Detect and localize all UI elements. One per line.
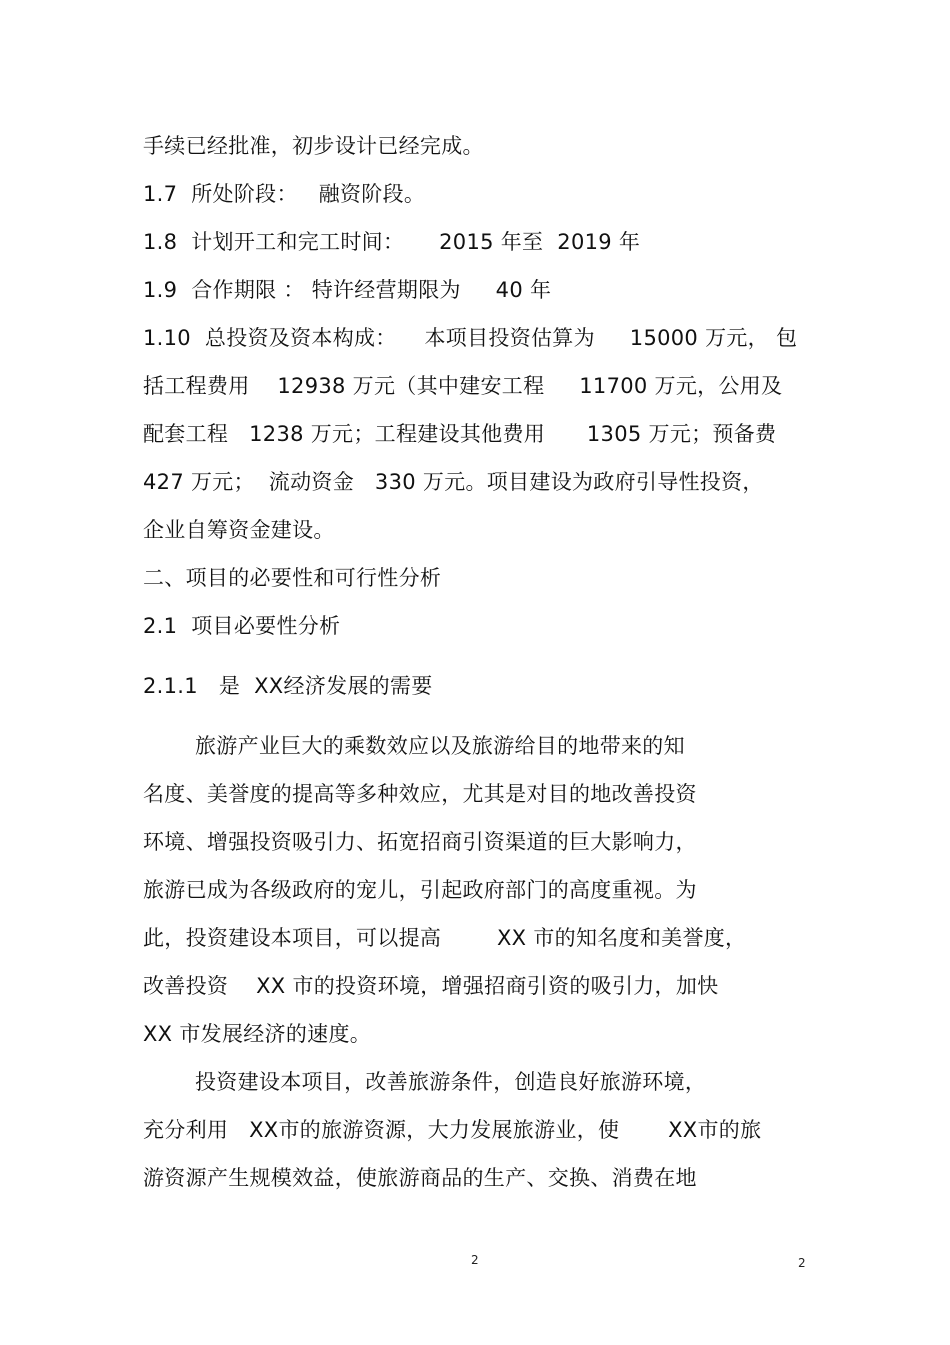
paragraph-line: 此，投资建设本项目，可以提高 XX 市的知名度和美誉度， xyxy=(143,926,747,950)
heading-2-1: 2.1 项目必要性分析 xyxy=(143,614,341,638)
paragraph-line: 旅游已成为各级政府的宠儿，引起政府部门的高度重视。为 xyxy=(143,878,697,902)
section-1-10: 1.10 总投资及资本构成： 本项目投资估算为 15000 万元， 包 xyxy=(143,326,798,350)
heading-chapter-2: 二、项目的必要性和可行性分析 xyxy=(143,566,442,590)
paragraph-line: 游资源产生规模效益，使旅游商品的生产、交换、消费在地 xyxy=(143,1166,697,1190)
paragraph-line: 投资建设本项目，改善旅游条件，创造良好旅游环境， xyxy=(195,1070,707,1094)
text-line: 427 万元； 流动资金 330 万元。项目建设为政府引导性投资， xyxy=(143,470,764,494)
text-line: 配套工程 1238 万元；工程建设其他费用 1305 万元；预备费 xyxy=(143,422,777,446)
paragraph-line: 旅游产业巨大的乘数效应以及旅游给目的地带来的知 xyxy=(195,734,685,758)
heading-2-1-1: 2.1.1 是 XX经济发展的需要 xyxy=(143,674,433,698)
section-1-9: 1.9 合作期限 ： 特许经营期限为 40 年 xyxy=(143,278,552,302)
paragraph-line: 环境、增强投资吸引力、拓宽招商引资渠道的巨大影响力， xyxy=(143,830,697,854)
page-number-right: 2 xyxy=(798,1256,806,1270)
text-line: 手续已经批准，初步设计已经完成。 xyxy=(143,134,484,158)
page-number-center: 2 xyxy=(471,1253,479,1267)
text-line: 企业自筹资金建设。 xyxy=(143,518,335,542)
paragraph-line: XX 市发展经济的速度。 xyxy=(143,1022,372,1046)
text-line: 括工程费用 12938 万元（其中建安工程 11700 万元，公用及 xyxy=(143,374,783,398)
section-1-8: 1.8 计划开工和完工时间： 2015 年至 2019 年 xyxy=(143,230,641,254)
paragraph-line: 改善投资 XX 市的投资环境，增强招商引资的吸引力，加快 xyxy=(143,974,719,998)
paragraph-line: 名度、美誉度的提高等多种效应，尤其是对目的地改善投资 xyxy=(143,782,697,806)
paragraph-line: 充分利用 XX市的旅游资源，大力发展旅游业，使 XX市的旅 xyxy=(143,1118,762,1142)
section-1-7: 1.7 所处阶段： 融资阶段。 xyxy=(143,182,426,206)
